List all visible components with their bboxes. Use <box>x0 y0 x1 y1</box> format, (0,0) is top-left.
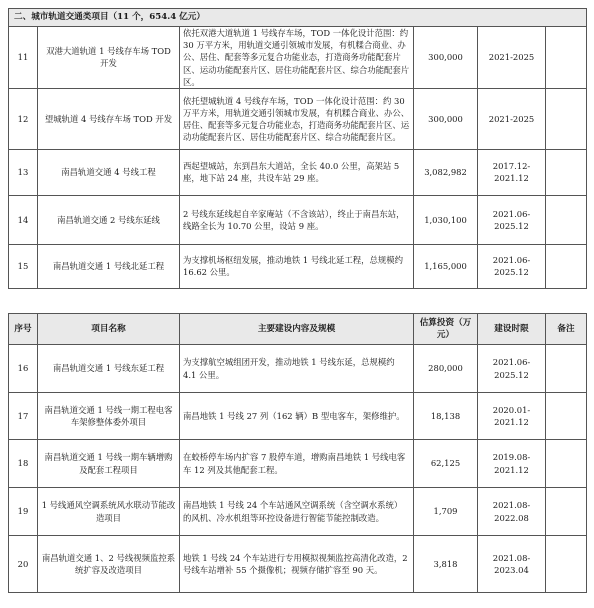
construction-period: 2021.08-2023.04 <box>478 536 546 593</box>
project-name: 南昌轨道交通 1 号线一期车辆增购及配套工程项目 <box>38 440 180 488</box>
row-number: 13 <box>9 149 38 195</box>
section-title: 二、城市轨道交通类项目（11 个，654.4 亿元） <box>9 9 587 27</box>
table-row <box>9 195 587 244</box>
remark-cell <box>546 88 587 149</box>
project-name: 双港大道轨道 1 号线存车场 TOD 开发 <box>38 27 180 89</box>
row-number: 18 <box>9 440 38 488</box>
table-row <box>9 244 587 288</box>
table-row <box>9 440 587 488</box>
remark-cell <box>546 345 587 393</box>
row-number: 12 <box>9 88 38 149</box>
project-name: 南昌轨道交通 1 号线一期工程电客车架修整体委外项目 <box>38 393 180 440</box>
project-description: 西起望城站，东到昌东大道站，全长 40.0 公里，高架站 5 座，地下站 24 座，共设车站 29 座。 <box>180 149 414 195</box>
project-description: 地铁 1 号线 24 个车站进行专用模拟视频监控高清化改造，2 号线车站增补 55 个摄像机；视频存储扩容至 90 天。 <box>180 536 414 593</box>
header-investment: 估算投资（万元） <box>414 314 478 345</box>
project-name: 1 号线通风空调系统风水联动节能改造项目 <box>38 488 180 536</box>
construction-period: 2021.06-2025.12 <box>478 195 546 244</box>
project-name: 南昌轨道交通 4 号线工程 <box>38 149 180 195</box>
header-period: 建设时限 <box>478 314 546 345</box>
project-description: 为支撑机场枢纽发展，推动地铁 1 号线北延工程，总规模约 16.62 公里。 <box>180 244 414 288</box>
project-name: 南昌轨道交通 2 号线东延线 <box>38 195 180 244</box>
investment-amount: 62,125 <box>414 440 478 488</box>
table-header-row <box>9 314 587 345</box>
table-row <box>9 393 587 440</box>
investment-amount: 1,165,000 <box>414 244 478 288</box>
table-row <box>9 149 587 195</box>
construction-period: 2021-2025 <box>478 88 546 149</box>
construction-period: 2021.06-2025.12 <box>478 244 546 288</box>
row-number: 20 <box>9 536 38 593</box>
investment-amount: 300,000 <box>414 88 478 149</box>
project-name: 南昌轨道交通 1、2 号线视频监控系统扩容及改造项目 <box>38 536 180 593</box>
project-description: 南昌地铁 1 号线 24 个车站通风空调系统（含空调水系统）的风机、冷水机组等环控设备进行智能节能控制改造。 <box>180 488 414 536</box>
header-description: 主要建设内容及规模 <box>180 314 414 345</box>
header-number: 序号 <box>9 314 38 345</box>
remark-cell <box>546 27 587 89</box>
row-number: 15 <box>9 244 38 288</box>
construction-period: 2020.01-2021.12 <box>478 393 546 440</box>
project-description: 依托望城轨道 4 号线存车场，TOD 一体化设计范围：约 30 万平方米，用轨道交通引领城市发展，有机糅合商业、办公、居住、配套等多元复合功能业态，打造商务功能配套片区、运动功能配套片区、居住功能配套片区、综合功能配套片区。 <box>180 88 414 149</box>
investment-amount: 300,000 <box>414 27 478 89</box>
top-project-table <box>8 8 587 289</box>
construction-period: 2021-2025 <box>478 27 546 89</box>
row-number: 14 <box>9 195 38 244</box>
bottom-project-table <box>8 313 587 593</box>
row-number: 17 <box>9 393 38 440</box>
project-description: 依托双港大道轨道 1 号线存车场，TOD 一体化设计范围：约 30 万平方米，用轨道交通引领城市发展，有机糅合商业、办公、居住、配套等多元复合功能业态，打造商务功能配套片区、运动功能配套片区、居住功能配套片区、综合功能配套片区。 <box>180 27 414 89</box>
construction-period: 2021.08-2022.08 <box>478 488 546 536</box>
project-description: 2 号线东延线起自辛家庵站（不含该站），终止于南昌东站，线路全长为 10.70 公里，设站 9 座。 <box>180 195 414 244</box>
project-description: 为支撑航空城组团开发，推动地铁 1 号线东延，总规模约 4.1 公里。 <box>180 345 414 393</box>
construction-period: 2021.06-2025.12 <box>478 345 546 393</box>
construction-period: 2017.12-2021.12 <box>478 149 546 195</box>
remark-cell <box>546 244 587 288</box>
investment-amount: 280,000 <box>414 345 478 393</box>
table-row <box>9 88 587 149</box>
row-number: 11 <box>9 27 38 89</box>
remark-cell <box>546 149 587 195</box>
remark-cell <box>546 195 587 244</box>
project-name: 南昌轨道交通 1 号线北延工程 <box>38 244 180 288</box>
project-description: 南昌地铁 1 号线 27 列（162 辆）B 型电客车，架修维护。 <box>180 393 414 440</box>
remark-cell <box>546 536 587 593</box>
remark-cell <box>546 393 587 440</box>
remark-cell <box>546 440 587 488</box>
remark-cell <box>546 488 587 536</box>
header-remark: 备注 <box>546 314 587 345</box>
investment-amount: 18,138 <box>414 393 478 440</box>
table-row <box>9 488 587 536</box>
table-row <box>9 27 587 89</box>
construction-period: 2019.08-2021.12 <box>478 440 546 488</box>
investment-amount: 1,709 <box>414 488 478 536</box>
table-row <box>9 536 587 593</box>
project-description: 在蛟桥停车场内扩容 7 股停车道，增购南昌地铁 1 号线电客车 12 列及其他配套工程。 <box>180 440 414 488</box>
row-number: 19 <box>9 488 38 536</box>
header-project-name: 项目名称 <box>38 314 180 345</box>
project-name: 望城轨道 4 号线存车场 TOD 开发 <box>38 88 180 149</box>
project-name: 南昌轨道交通 1 号线东延工程 <box>38 345 180 393</box>
section-title-row <box>9 9 587 27</box>
investment-amount: 3,082,982 <box>414 149 478 195</box>
investment-amount: 1,030,100 <box>414 195 478 244</box>
investment-amount: 3,818 <box>414 536 478 593</box>
table-row <box>9 345 587 393</box>
row-number: 16 <box>9 345 38 393</box>
